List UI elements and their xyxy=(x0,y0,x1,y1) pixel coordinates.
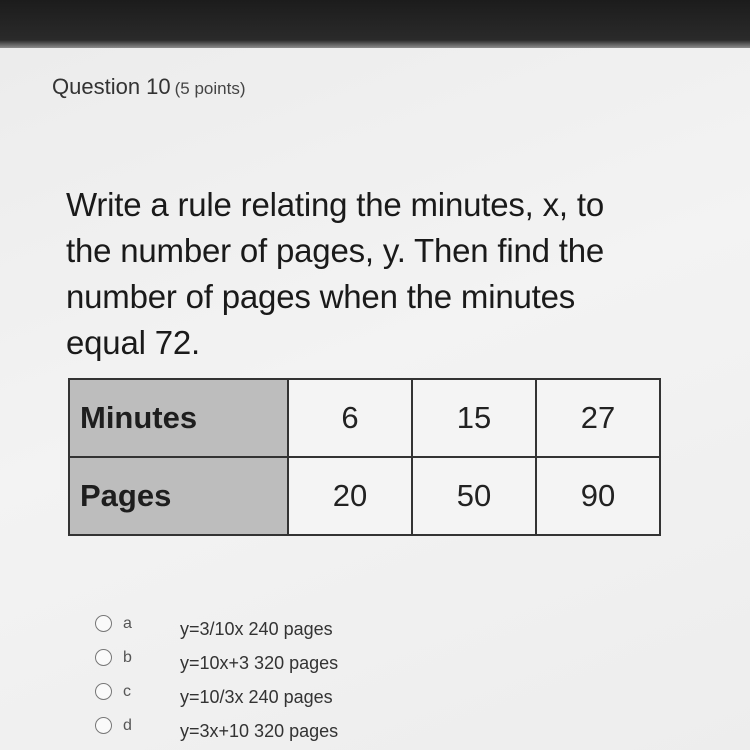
table-cell: 6 xyxy=(288,379,412,457)
question-points: (5 points) xyxy=(174,79,246,98)
row-header-minutes: Minutes xyxy=(69,379,288,457)
question-title: Question 10 xyxy=(52,74,171,99)
prompt-line: Write a rule relating the minutes, x, to xyxy=(66,186,604,223)
table-cell: 15 xyxy=(412,379,536,457)
choice-letter: d xyxy=(123,717,132,734)
table-cell: 50 xyxy=(412,457,536,535)
answer-choices xyxy=(95,613,395,749)
table-cell: 20 xyxy=(288,457,412,535)
table-row xyxy=(69,379,660,457)
radio-button-b[interactable] xyxy=(95,649,112,666)
table-row xyxy=(69,457,660,535)
row-header-pages: Pages xyxy=(69,457,288,535)
choice-text[interactable]: y=3/10x 240 pages xyxy=(180,619,333,639)
data-table xyxy=(68,378,661,536)
choice-letter: b xyxy=(123,649,132,666)
choice-a[interactable] xyxy=(95,613,395,647)
prompt-line: equal 72. xyxy=(66,324,200,361)
table-cell: 90 xyxy=(536,457,660,535)
choice-b[interactable] xyxy=(95,647,395,681)
choice-letter: a xyxy=(123,615,132,632)
choice-text[interactable]: y=10x+3 320 pages xyxy=(180,653,339,673)
choice-c[interactable] xyxy=(95,681,395,715)
choice-text[interactable]: y=3x+10 320 pages xyxy=(180,721,339,741)
radio-button-a[interactable] xyxy=(95,615,112,632)
question-page xyxy=(0,48,750,750)
prompt-line: the number of pages, y. Then find the xyxy=(66,232,605,269)
choice-letter: c xyxy=(123,683,131,700)
choice-d[interactable] xyxy=(95,715,395,749)
radio-button-c[interactable] xyxy=(95,683,112,700)
question-header xyxy=(52,74,246,100)
radio-button-d[interactable] xyxy=(95,717,112,734)
prompt-line: number of pages when the minutes xyxy=(66,278,576,315)
question-prompt xyxy=(66,182,706,366)
choice-text[interactable]: y=10/3x 240 pages xyxy=(180,687,333,707)
table-cell: 27 xyxy=(536,379,660,457)
